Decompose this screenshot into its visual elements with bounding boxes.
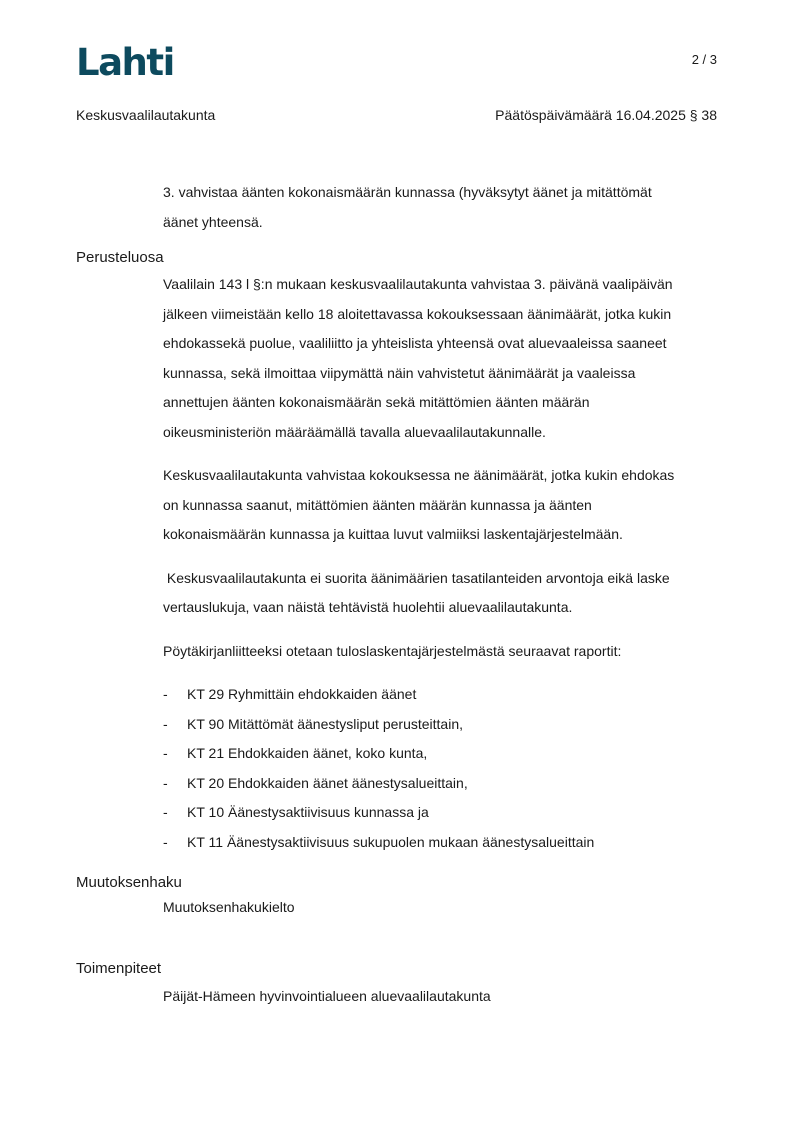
list-item-text: KT 90 Mitättömät äänestysliput perusteittain, [187, 715, 463, 732]
text-line: vertauslukuja, vaan näistä tehtävistä huolehtii aluevaalilautakunta. [163, 599, 573, 615]
list-item-text: KT 21 Ehdokkaiden äänet, koko kunta, [187, 745, 428, 761]
organization-name: Keskusvaalilautakunta [76, 107, 216, 123]
list-item [163, 769, 717, 799]
section-heading-muutoksenhaku: Muutoksenhaku [76, 874, 182, 891]
paragraph [163, 637, 717, 667]
list-item [163, 828, 717, 858]
text-line: äänet yhteensä. [163, 213, 263, 230]
list-item [163, 680, 717, 710]
text-line: Keskusvaalilautakunta vahvistaa kokouksessa ne äänimäärät, jotka kukin ehdokas [163, 467, 675, 483]
text-line: Päijät-Hämeen hyvinvointialueen aluevaalilautakunta [163, 988, 491, 1004]
intro-paragraph [163, 178, 717, 237]
text-line: on kunnassa saanut, mitättömien äänten määrän kunnassa ja äänten [163, 496, 592, 513]
list-item-text: KT 11 Äänestysaktiivisuus sukupuolen mukaan äänestysalueittain [187, 833, 595, 850]
report-list [163, 680, 717, 857]
document-body [76, 178, 717, 1011]
muutoksenhaku-body [163, 895, 717, 919]
text-line: ehdokassekä puolue, vaaliliitto ja yhteislista yhteensä ovat aluevaaleissa saaneet [163, 335, 667, 351]
text-line: kokonaismäärän kunnassa ja kuittaa luvut valmiiksi laskentajärjestelmään. [163, 526, 623, 542]
text-line: oikeusministeriön määräämällä tavalla aluevaalilautakunnalle. [163, 423, 546, 440]
list-item [163, 798, 717, 828]
page-number: 2 / 3 [691, 52, 717, 67]
text-line: kunnassa, sekä ilmoittaa viipymättä näin vahvistetut äänimäärät ja vaaleissa [163, 364, 636, 381]
lahti-logo: Lahti [76, 41, 174, 84]
list-item-text: KT 10 Äänestysaktiivisuus kunnassa ja [187, 804, 429, 820]
decision-date-section: Päätöspäivämäärä 16.04.2025 § 38 [495, 107, 717, 123]
list-item-text: KT 29 Ryhmittäin ehdokkaiden äänet [187, 686, 417, 702]
document-header [76, 107, 717, 123]
list-marker: - [163, 715, 168, 732]
list-marker: - [163, 804, 168, 820]
paragraph [163, 564, 717, 623]
list-marker: - [163, 686, 168, 702]
text-line: 3. vahvistaa äänten kokonaismäärän kunnassa (hyväksytyt äänet ja mitättömät [163, 184, 652, 200]
text-line: Vaalilain 143 l §:n mukaan keskusvaalilautakunta vahvistaa 3. päivänä vaalipäivän [163, 276, 673, 292]
list-item [163, 710, 717, 740]
list-marker: - [163, 833, 168, 850]
section-heading-toimenpiteet: Toimenpiteet [76, 960, 162, 977]
paragraph [163, 461, 717, 550]
list-item-text: KT 20 Ehdokkaiden äänet äänestysalueittain, [187, 774, 468, 791]
perusteluosa-body [163, 270, 717, 857]
text-line: Keskusvaalilautakunta ei suorita äänimäärien tasatilanteiden arvontoja eikä laske [163, 569, 670, 586]
text-line: Pöytäkirjanliitteeksi otetaan tuloslaskentajärjestelmästä seuraavat raportit: [163, 642, 622, 659]
section-heading-perusteluosa: Perusteluosa [76, 249, 164, 266]
paragraph [163, 270, 717, 447]
list-marker: - [163, 774, 168, 791]
text-line: jälkeen viimeistään kello 18 aloitettavassa kokouksessaan äänimäärät, jotka kukin [163, 305, 672, 322]
list-item [163, 739, 717, 769]
text-line: Muutoksenhakukielto [163, 899, 295, 915]
text-line: annettujen äänten kokonaismäärän sekä mitättömien äänten määrän [163, 394, 590, 410]
toimenpiteet-body [163, 981, 717, 1011]
list-marker: - [163, 745, 168, 761]
